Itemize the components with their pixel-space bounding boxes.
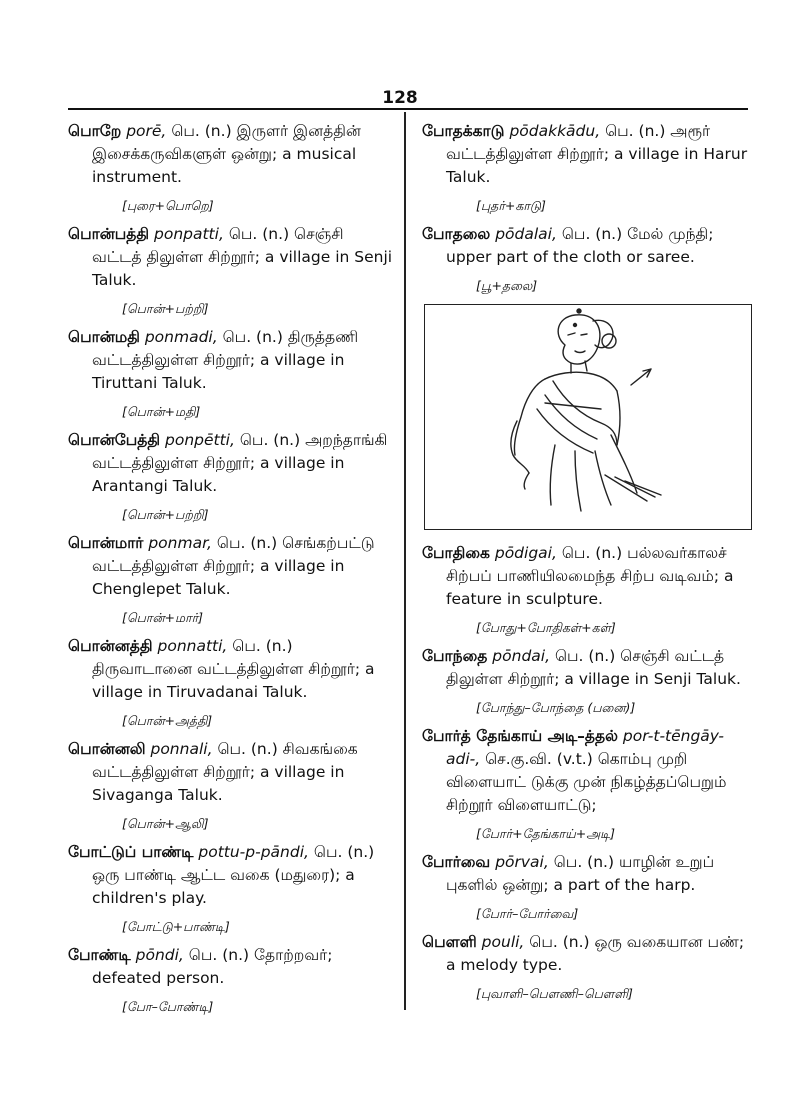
entry-definition: பெ. (n.) செஞ்சி வட்டத் திலுள்ள சிற்றூர்; a village in Senji Taluk.	[446, 647, 741, 688]
entry-headword: போதலை	[422, 225, 491, 243]
entry-etymology: [பொன்+அத்தி]	[122, 713, 213, 728]
entry-definition: பெ. (n.) தோற்றவர்; defeated person.	[92, 946, 333, 987]
entry-transliteration: pōdigai,	[494, 544, 557, 562]
entry-headword: போதிகை	[422, 544, 490, 562]
entry-definition: பெ. (n.) அறந்தாங்கி வட்டத்திலுள்ள சிற்றூர்; a village in Arantangi Taluk.	[92, 431, 388, 495]
entry-definition: பெ. (n.) திருத்தணி வட்டத்திலுள்ள சிற்றூர்; a village in Tiruttani Taluk.	[92, 328, 359, 392]
entry-headword: போட்டுப் பாண்டி	[68, 843, 194, 861]
header-rule	[68, 108, 748, 110]
entry-definition: பெ. (n.) திருவாடானை வட்டத்திலுள்ள சிற்றூர்; a village in Tiruvadanai Taluk.	[92, 637, 375, 701]
dictionary-entry	[68, 223, 396, 317]
entry-transliteration: porē,	[126, 122, 167, 140]
dictionary-entry	[68, 635, 396, 729]
entry-transliteration: pōdakkādu,	[509, 122, 601, 140]
entry-headword: பொன்னத்தி	[68, 637, 153, 655]
entry-etymology: [பொன்+பற்றி]	[122, 507, 209, 522]
entry-etymology: [பொன்+மதி]	[122, 404, 201, 419]
entry-etymology: [போர்+தேங்காய்+அடி]	[476, 826, 615, 841]
entry-transliteration: pōndi,	[135, 946, 184, 964]
entry-etymology: [பொன்+மார்]	[122, 610, 204, 625]
dictionary-entry	[422, 931, 752, 1002]
entry-headword: போதக்காடு	[422, 122, 505, 140]
entry-transliteration: ponpatti,	[154, 225, 224, 243]
dictionary-entry	[68, 944, 396, 1015]
entry-definition: பெ. (n.) ஒரு வகையான பண்; a melody type.	[446, 933, 745, 974]
dictionary-entry	[422, 223, 752, 294]
entry-definition: பெ. (n.) இருளர் இனத்தின் இசைக்கருவிகளுள் ஒன்று; a musical instrument.	[92, 122, 361, 186]
dictionary-entry	[68, 841, 396, 935]
entry-transliteration: pōndai,	[492, 647, 551, 665]
entry-transliteration: ponnali,	[150, 740, 213, 758]
dictionary-entry	[68, 120, 396, 214]
entry-headword: பௌளி	[422, 933, 477, 951]
entry-headword: பொன்மதி	[68, 328, 140, 346]
entry-etymology: [புவாளி–பௌணி–பௌளி]	[476, 986, 633, 1001]
dictionary-entry	[68, 532, 396, 626]
entry-definition: பெ. (n.) செங்கற்பட்டு வட்டத்திலுள்ள சிற்றூர்; a village in Chenglepet Taluk.	[92, 534, 375, 598]
column-divider	[404, 112, 406, 1010]
entry-headword: பொறே	[68, 122, 122, 140]
dictionary-entry	[68, 326, 396, 420]
entry-etymology: [புரை+பொறெ]	[122, 198, 214, 213]
entry-headword: போர்த் தேங்காய் அடி–த்தல்	[422, 727, 618, 745]
right-column	[422, 120, 752, 1011]
dictionary-entry	[422, 851, 752, 922]
dictionary-entry	[68, 429, 396, 523]
entry-definition: பெ. (n.) பல்லவர்காலச் சிற்பப் பாணியிலமைந்த சிற்ப வடிவம்; a feature in sculpture.	[446, 544, 734, 608]
dictionary-entry	[422, 645, 752, 716]
entry-etymology: [போட்டு+பாண்டி]	[122, 919, 230, 934]
entry-definition: பெ. (n.) அரூர் வட்டத்திலுள்ள சிற்றூர்; a village in Harur Taluk.	[446, 122, 748, 186]
entry-transliteration: ponmar,	[148, 534, 212, 552]
entry-headword: பொன்மார்	[68, 534, 144, 552]
dictionary-entry	[422, 120, 752, 214]
entry-etymology: [புதர்+காடு]	[476, 198, 546, 213]
entry-transliteration: pottu-p-pāndi,	[198, 843, 309, 861]
entry-headword: பொன்பேத்தி	[68, 431, 161, 449]
entry-headword: போர்வை	[422, 853, 491, 871]
entry-etymology: [பொன்+ஆலி]	[122, 816, 209, 831]
entry-etymology: [போர்–போர்வை]	[476, 906, 579, 921]
entry-headword: பொன்பத்தி	[68, 225, 150, 243]
entry-definition: பெ. (n.) யாழின் உறுப் புகளில் ஒன்று; a part of the harp.	[446, 853, 715, 894]
saree-illustration	[424, 304, 752, 530]
entry-definition: பெ. (n.) செஞ்சி வட்டத் திலுள்ள சிற்றூர்; a village in Senji Taluk.	[92, 225, 393, 289]
entry-definition: பெ. (n.) மேல் முந்தி; upper part of the cloth or saree.	[446, 225, 714, 266]
entry-transliteration: por-t-tēngāy-adi-,	[446, 727, 725, 768]
entry-transliteration: ponpētti,	[165, 431, 235, 449]
entry-headword: பொன்னலி	[68, 740, 146, 758]
entry-etymology: [பொன்+பற்றி]	[122, 301, 209, 316]
entry-definition: பெ. (n.) சிவகங்கை வட்டத்திலுள்ள சிற்றூர்; a village in Sivaganga Taluk.	[92, 740, 358, 804]
entry-transliteration: ponnatti,	[157, 637, 228, 655]
dictionary-entry	[68, 738, 396, 832]
dictionary-entry	[422, 542, 752, 636]
entry-transliteration: pōrvai,	[495, 853, 549, 871]
left-column	[68, 120, 396, 1024]
entry-etymology: [பூ+தலை]	[476, 278, 538, 293]
entry-transliteration: pouli,	[481, 933, 525, 951]
dictionary-entry	[422, 725, 752, 842]
entry-etymology: [போந்து–போந்தை (பனை)]	[476, 700, 636, 715]
entry-transliteration: ponmadi,	[144, 328, 218, 346]
entry-headword: போண்டி	[68, 946, 131, 964]
entry-etymology: [போ–போண்டி]	[122, 999, 214, 1014]
entry-transliteration: pōdalai,	[495, 225, 557, 243]
entry-headword: போந்தை	[422, 647, 488, 665]
page-number: 128	[382, 88, 418, 108]
entry-definition: செ.கு.வி. (v.t.) கொம்பு முறி விளையாட் டுக்கு முன் நிகழ்த்தப்பெறும் சிற்றூர் விளையாட்டு;	[446, 750, 727, 814]
entry-definition: பெ. (n.) ஒரு பாண்டி ஆட்ட வகை (மதுரை); a children's play.	[92, 843, 375, 907]
entry-etymology: [போது+போதிகள்+கள்]	[476, 620, 616, 635]
